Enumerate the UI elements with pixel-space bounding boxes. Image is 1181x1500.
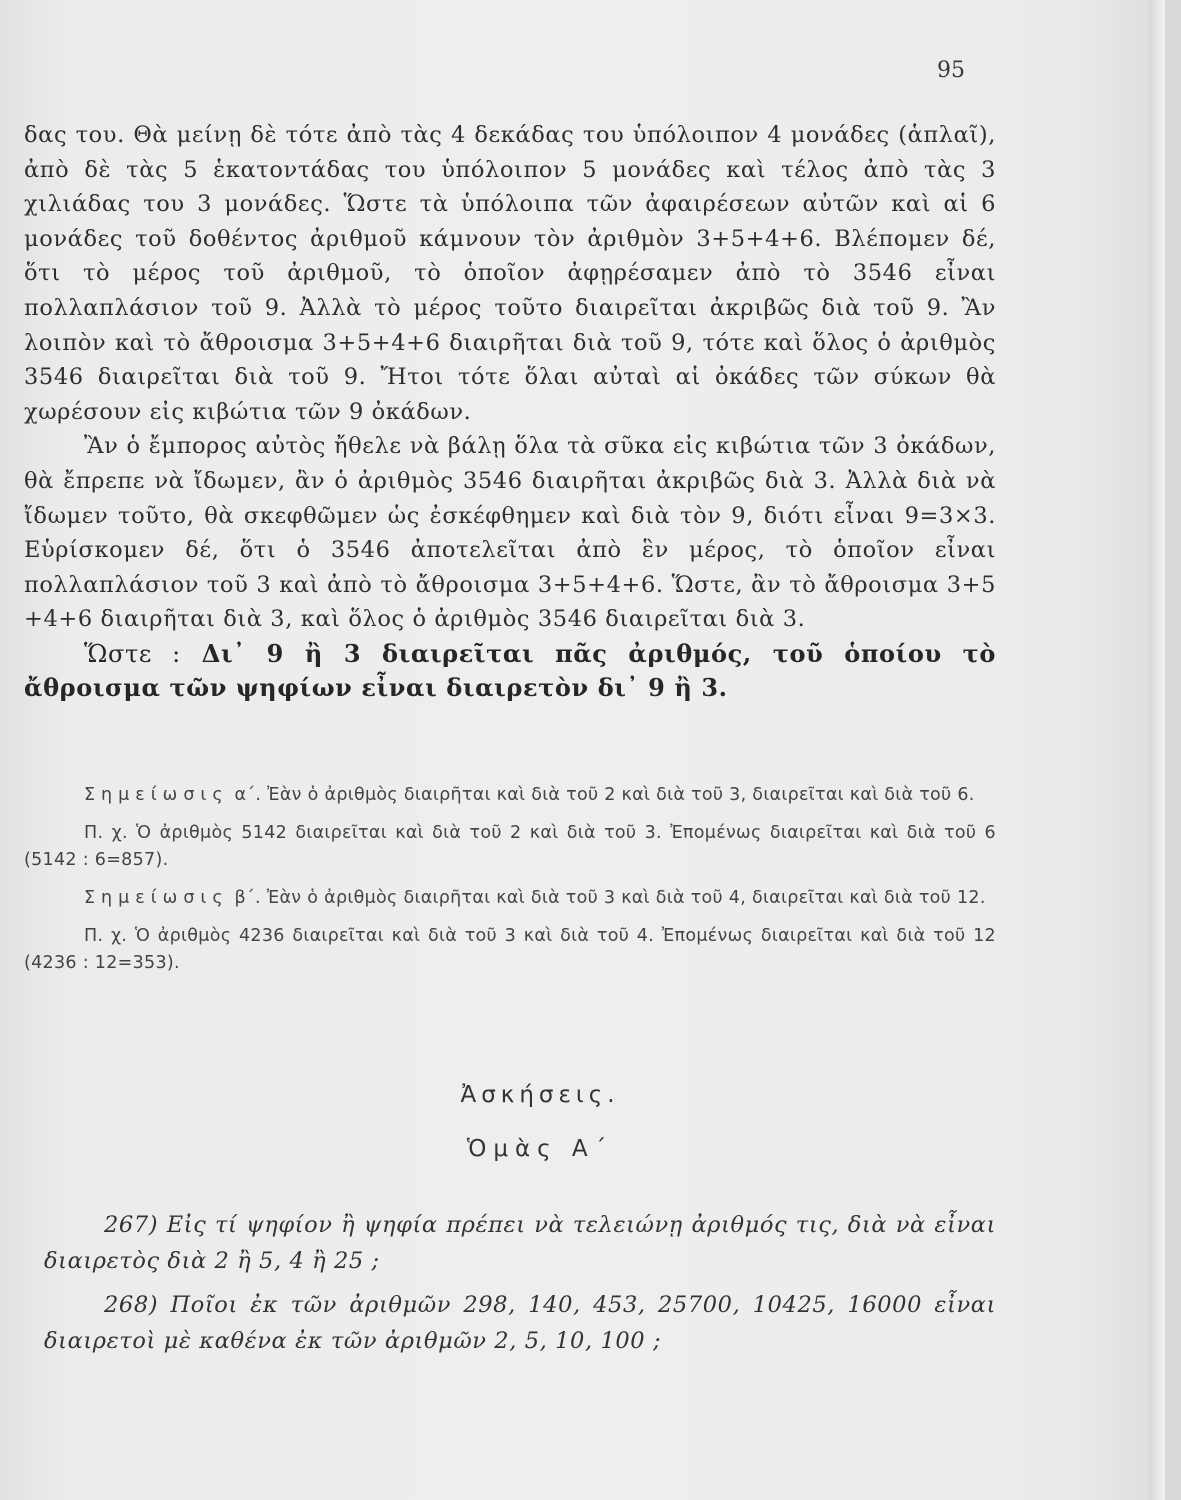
exercises-heading: Ἀσκήσεις. — [460, 1082, 620, 1108]
main-text — [24, 118, 996, 705]
note-text: α΄. Ἐὰν ὁ ἀριθμὸς διαιρῆται καὶ διὰ τοῦ 2 καὶ διὰ τοῦ 3, διαιρεῖται καὶ διὰ τοῦ 6. — [234, 785, 975, 805]
exercise-268: 268) Ποῖοι ἐκ τῶν ἀριθμῶν 298, 140, 453, 25700, 10425, 16000 εἶναι διαιρετοὶ μὲ καθένα ἐκ τῶν ἀριθμῶν 2, 5, 10, 100 ; — [44, 1292, 996, 1354]
group-heading: Ὁμὰς Α΄ — [466, 1136, 614, 1162]
exercises-list — [44, 1207, 996, 1367]
paragraph-continued: δας του. Θὰ μείνῃ δὲ τότε ἀπὸ τὰς 4 δεκάδας του ὑπόλοιπον 4 μονάδες (ἁπλαῖ), ἀπὸ δὲ τὰς 5 ἑκατοντάδας του ὑπόλοιπον 5 μονάδες καὶ τέλος ἀπὸ τὰς 3 χιλιάδας του 3 μονάδες. Ὥστε τὰ ὑπόλοιπα τῶν ἀφαιρέσεων αὐτῶν καὶ αἱ 6 μονάδες τοῦ δοθέντος ἀριθμοῦ κάμνουν τὸν ἀριθμὸν 3+5+4+6. Βλέπομεν δέ, ὅτι τὸ μέρος τοῦ ἀριθμοῦ, τὸ ὁποῖον ἀφῃρέσαμεν ἀπὸ τὸ 3546 εἶναι πολλαπλάσιον τοῦ 9. Ἀλλὰ τὸ μέρος τοῦτο διαιρεῖται ἀκριβῶς διὰ τοῦ 9. Ἂν λοιπὸν καὶ τὸ ἄθροισμα 3+5+4+6 διαιρῆται διὰ τοῦ 9, τότε καὶ ὅλος ὁ ἀριθμὸς 3546 διαιρεῖται διὰ τοῦ 9. Ἤτοι τότε ὅλαι αὐταὶ αἱ ὀκάδες τῶν σύκων θὰ χωρέσουν εἰς κιβώτια τῶν 9 ὀκάδων. — [24, 122, 996, 425]
page-edge — [1149, 0, 1165, 1500]
rule-lead: Ὥστε : — [84, 639, 181, 668]
note-label: Σημείωσις — [84, 785, 229, 805]
paragraph-three-case: Ἂν ὁ ἔμπορος αὐτὸς ἤθελε νὰ βάλῃ ὅλα τὰ σῦκα εἰς κιβώτια τῶν 3 ὀκάδων, θὰ ἔπρεπε νὰ ἴδωμεν, ἂν ὁ ἀριθμὸς 3546 διαιρῆται ἀκριβῶς διὰ 3. Ἀλλὰ διὰ νὰ ἴδωμεν τοῦτο, θὰ σκεφθῶμεν ὡς ἐσκέφθημεν καὶ διὰ τὸν 9, διότι εἶναι 9=3×3. Εὑρίσκομεν δέ, ὅτι ὁ 3546 ἀποτελεῖται ἀπὸ ἓν μέρος, τὸ ὁποῖον εἶναι πολλαπλάσιον τοῦ 3 καὶ ἀπὸ τὸ ἄθροισμα 3+5+4+6. Ὥστε, ἂν τὸ ἄθροισμα 3+5 +4+6 διαιρῆται διὰ 3, καὶ ὅλος ὁ ἀριθμὸς 3546 διαιρεῖται διὰ 3. — [24, 433, 996, 633]
notes-section — [24, 782, 996, 988]
rule-text: Δι᾽ 9 ἢ 3 διαιρεῖται πᾶς ἀριθμός, τοῦ ὁποίου τὸ ἄθροισμα τῶν ψηφίων εἶναι διαιρετὸν δι᾽ 9 ἢ 3. — [24, 638, 996, 702]
exercise-267: 267) Εἰς τί ψηφίον ἢ ψηφία πρέπει νὰ τελειώνῃ ἀριθμός τις, διὰ νὰ εἶναι διαιρετὸς διὰ 2 ἢ 5, 4 ἢ 25 ; — [44, 1212, 996, 1274]
example-text: Ὁ ἀριθμὸς 4236 διαιρεῖται καὶ διὰ τοῦ 3 καὶ διὰ τοῦ 4. Ἐπομένως διαιρεῖται καὶ διὰ τοῦ 12 (4236 : 12=353). — [24, 926, 996, 973]
note-a — [24, 782, 996, 809]
example-label: Π. χ. — [84, 823, 128, 843]
example-a — [24, 820, 996, 874]
example-label: Π. χ. — [84, 926, 128, 946]
note-label: Σημείωσις — [84, 888, 229, 908]
example-b — [24, 923, 996, 977]
divisibility-rule — [24, 637, 996, 705]
example-text: Ὁ ἀριθμὸς 5142 διαιρεῖται καὶ διὰ τοῦ 2 καὶ διὰ τοῦ 3. Ἐπομένως διαιρεῖται καὶ διὰ τοῦ 6 (5142 : 6=857). — [24, 823, 996, 870]
note-b — [24, 885, 996, 912]
note-text: β΄. Ἐὰν ὁ ἀριθμὸς διαιρῆται καὶ διὰ τοῦ 3 καὶ διὰ τοῦ 4, διαιρεῖται καὶ διὰ τοῦ 12. — [234, 888, 986, 908]
page-number: 95 — [937, 58, 965, 83]
